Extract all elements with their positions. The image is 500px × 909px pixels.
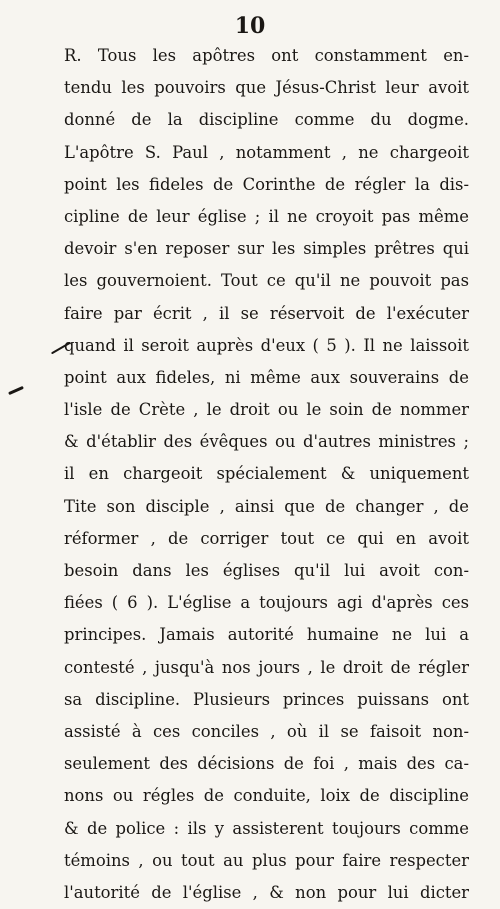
text-line: il en chargeoit spécialement & uniquement [64, 464, 469, 484]
text-line: point aux fideles, ni même aux souverains de [64, 367, 469, 387]
text-line: devoir s'en reposer sur les simples prêtres qui [64, 239, 469, 259]
text-line: les gouvernoient. Tout ce qu'il ne pouvoit pas [64, 271, 469, 291]
text-line: cipline de leur église ; il ne croyoit pas même [64, 206, 469, 226]
text-line: Tite son disciple , ainsi que de changer , de [64, 496, 469, 516]
text-line: principes. Jamais autorité humaine ne lui a [64, 625, 469, 645]
text-line: l'isle de Crète , le droit ou le soin de nommer [64, 400, 469, 420]
text-line: assisté à ces conciles , où il se faisoit non- [64, 721, 469, 741]
text-line: faire par écrit , il se réservoit de l'exécuter [64, 303, 469, 323]
text-line: réformer , de corriger tout ce qui en avoit [64, 528, 469, 548]
text-line: tendu les pouvoirs que Jésus-Christ leur avoit [64, 78, 469, 98]
text-line: R. Tous les apôtres ont constamment en- [64, 46, 469, 65]
text-line: donné de la discipline comme du dogme. [64, 110, 469, 130]
text-line: & de police : ils y assisterent toujours comme [64, 818, 469, 838]
text-line: témoins , ou tout au plus pour faire respecter [64, 850, 469, 870]
page-number: 10 [234, 13, 266, 39]
text-line: besoin dans les églises qu'il lui avoit con- [64, 561, 469, 580]
text-line: fiées ( 6 ). L'église a toujours agi d'après ces [64, 593, 469, 613]
text-line: contesté , jusqu'à nos jours , le droit de régler [64, 657, 469, 677]
text-line: point les fideles de Corinthe de régler la dis- [64, 174, 469, 194]
body-text [64, 40, 469, 909]
text-line: quand il seroit auprès d'eux ( 5 ). Il ne laissoit [64, 335, 469, 355]
text-line: L'apôtre S. Paul , notamment , ne chargeoit [64, 142, 469, 162]
text-line: sa discipline. Plusieurs princes puissans ont [64, 689, 469, 709]
text-line: & d'établir des évêques ou d'autres ministres ; [64, 432, 469, 452]
text-line: seulement des décisions de foi , mais des ca- [64, 754, 469, 774]
text-line: nons ou régles de conduite, loix de discipline [64, 786, 469, 806]
text-line: l'autorité de l'église , & non pour lui dicter [64, 882, 469, 902]
margin-mark [8, 386, 24, 395]
